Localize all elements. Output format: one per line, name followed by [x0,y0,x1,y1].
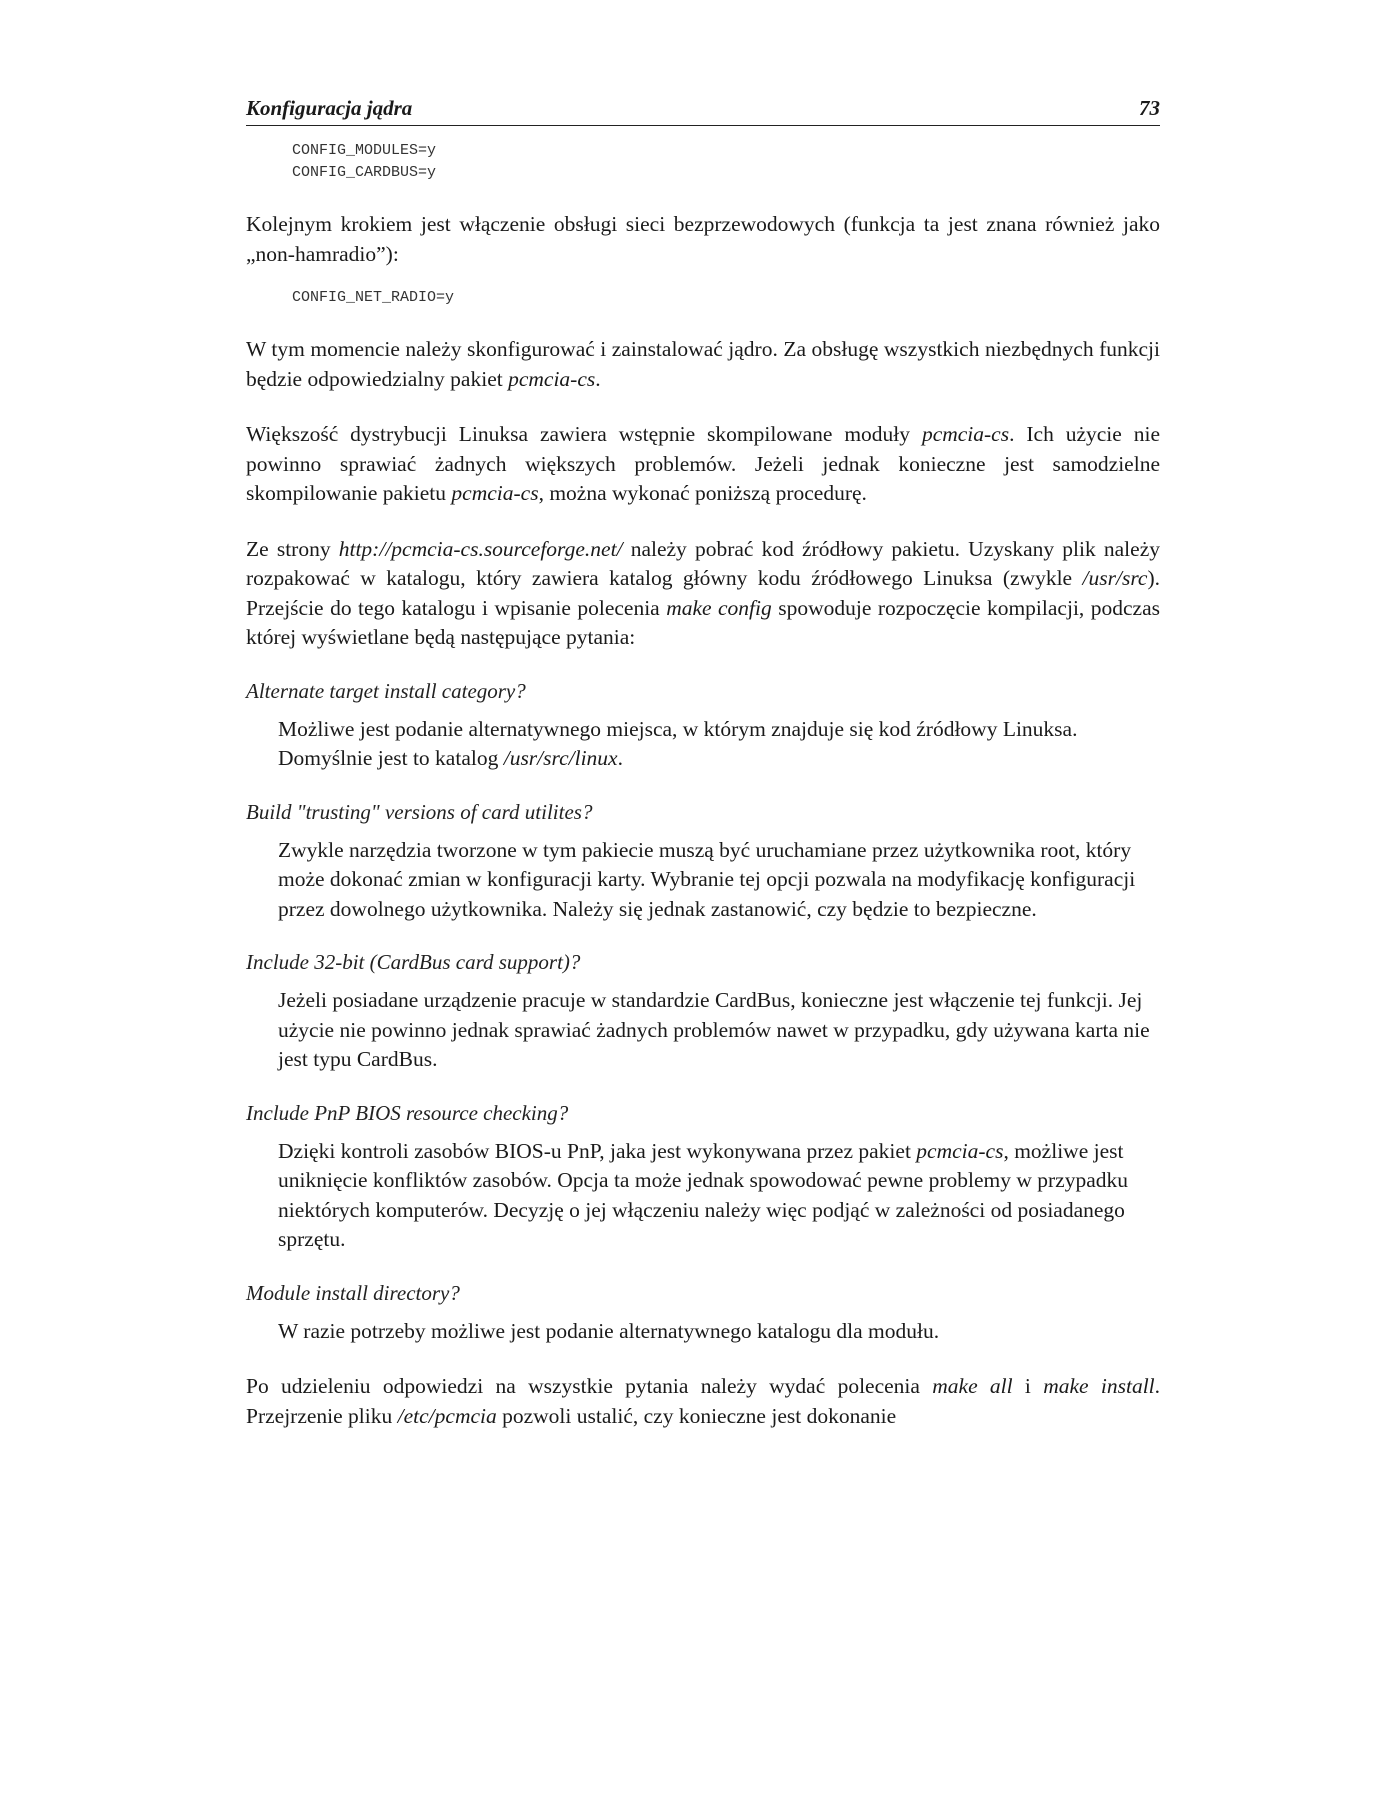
text-run: , możliwe jest uniknięcie konfliktów zasobów. Opcja ta może jednak spowodować pewne problemy w przypadku niektórych komputerów. Decyzję o jej włączeniu należy więc podjąć w zależności od posiadanego sprzętu. [278,1138,1128,1251]
text-run: . Ich użycie nie powinno sprawiać żadnych większych problemów. Jeżeli jednak konieczne jest samodzielne skompilowanie pakietu [246,422,1160,505]
text-run: . Przejrzenie pliku [246,1374,1161,1428]
text-run: należy pobrać kod źródłowy pakietu. Uzyskany plik należy rozpakować w katalogu, który zawiera katalog główny kodu źródłowego Linuksa (zwykle [246,536,1160,590]
paragraph [246,420,1160,509]
paragraph [246,535,1160,653]
command-text: make install [1043,1374,1155,1398]
text-run: W razie potrzeby możliwe jest podanie alternatywnego katalogu dla modułu. [278,1318,940,1343]
text-run: W tym momencie należy skonfigurować i zainstalować jądro. Za obsługę wszystkich niezbędnych funkcji będzie odpowiedzialny pakiet [246,337,1160,391]
text-run: i [1012,1374,1044,1398]
page-number: 73 [1139,96,1160,120]
text-run: Większość dystrybucji Linuksa zawiera wstępnie skompilowane moduły [246,422,922,446]
code-block [292,140,1160,184]
command-text: make all [932,1374,1013,1398]
text-run: pozwoli ustalić, czy konieczne jest dokonanie [496,1403,897,1428]
paragraph [246,1372,1160,1431]
running-header [246,96,1160,126]
path-text: /usr/src/linux [503,746,618,770]
code-line: CONFIG_NET_RADIO=y [292,289,455,306]
text-run: . [617,746,623,770]
path-text: /etc/pcmcia [397,1403,497,1428]
text-run: Jeżeli posiadane urządzenie pracuje w standardzie CardBus, konieczne jest włączenie tej funkcji. Jej użycie nie powinno jednak sprawiać żadnych problemów nawet w przypadku, gdy używana karta nie jest typu CardBus. [278,988,1150,1071]
config-answer [278,1317,1160,1347]
text-run: Możliwe jest podanie alternatywnego miejsca, w którym znajduje się kod źródłowy Linuksa. Domyślnie jest to katalog [278,716,1078,770]
code-block [292,287,1160,309]
config-question: Alternate target install category? [246,678,526,703]
config-answer [278,1137,1160,1255]
config-answer [278,986,1160,1075]
text-run: Dzięki kontroli zasobów BIOS-u PnP, jaka jest wykonywana przez pakiet [278,1138,917,1163]
chapter-title: Konfiguracja jądra [246,96,413,120]
url-text: http://pcmcia-cs.sourceforge.net/ [338,536,623,561]
text-run: ). Przejście do tego katalogu i wpisanie polecenia [246,566,1160,620]
text-run: . [595,366,601,391]
package-name: pcmcia-cs [916,1138,1004,1163]
package-name: pcmcia-cs [508,366,596,391]
package-name: pcmcia-cs [921,422,1010,446]
config-question: Module install directory? [246,1280,460,1305]
text-run: Zwykle narzędzia tworzone w tym pakiecie muszą być uruchamiane przez użytkownika root, który może dokonać zmian w konfiguracji karty. Wybranie tej opcji pozwala na modyfikację konfiguracji przez dowolnego użytkownika. Należy się jednak zastanowić, czy będzie to bezpieczne. [278,837,1136,921]
text-run: spowoduje rozpoczęcie kompilacji, podczas której wyświetlane będą następujące pytania: [246,595,1161,649]
config-question: Include 32-bit (CardBus card support)? [246,950,581,974]
text-run: Ze strony [246,536,339,561]
path-text: /usr/src [1082,566,1148,590]
command-text: make config [666,595,772,620]
config-question: Include PnP BIOS resource checking? [246,1100,569,1125]
book-page [246,96,1160,1431]
config-question: Build "trusting" versions of card utilites? [246,799,593,824]
config-answer [278,715,1160,774]
text-run: , można wykonać poniższą procedurę. [538,481,867,505]
config-answer [278,836,1160,925]
package-name: pcmcia-cs [451,481,539,505]
code-line: CONFIG_CARDBUS=y [292,164,437,181]
paragraph [246,335,1160,394]
code-line: CONFIG_MODULES=y [292,142,437,159]
paragraph: Kolejnym krokiem jest włączenie obsługi sieci bezprzewodowych (funkcja ta jest znana również jako „non-hamradio”): [246,212,1160,266]
text-run: Po udzieleniu odpowiedzi na wszystkie pytania należy wydać polecenia [246,1374,933,1398]
